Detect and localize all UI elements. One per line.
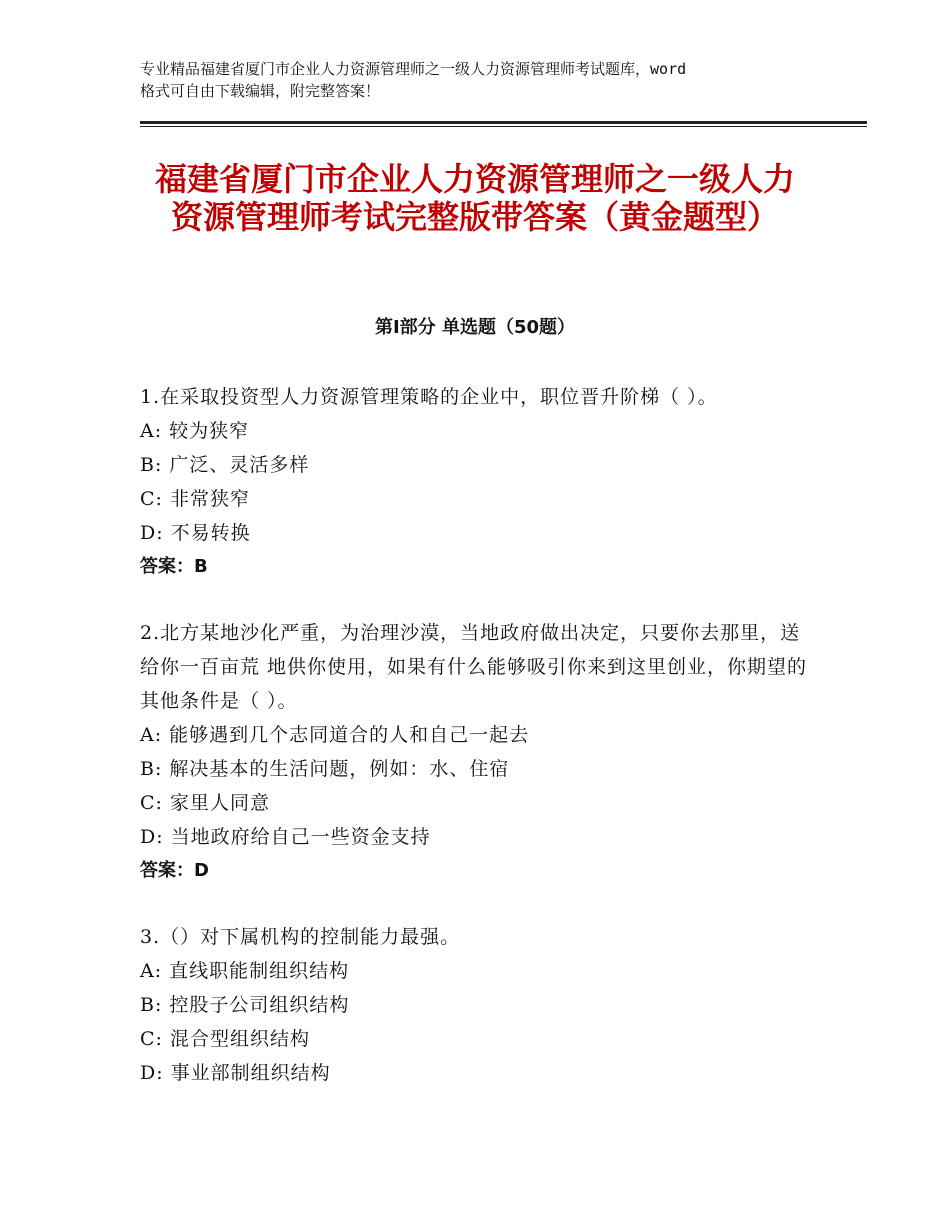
question-stem: 2.北方某地沙化严重，为治理沙漠，当地政府做出决定，只要你去那里，送给你一百亩荒 地供你使用，如果有什么能够吸引你来到这里创业，你期望的其他条件是（ ）。: [140, 622, 808, 712]
option-a: A: 较为狭窄: [140, 420, 250, 442]
option-a: A: 能够遇到几个志同道合的人和自己一起去: [140, 724, 530, 746]
option-d: D: 事业部制组织结构: [140, 1062, 331, 1084]
option-d: D: 不易转换: [140, 522, 251, 544]
section-title: 第Ⅰ部分 单选题（50题）: [374, 317, 575, 338]
answer-line: 答案：D: [140, 860, 209, 881]
option-b: B: 解决基本的生活问题，例如：水、住宿: [140, 758, 510, 780]
option-b: B: 广泛、灵活多样: [140, 454, 310, 476]
question-stem: 3.（）对下属机构的控制能力最强。: [140, 926, 461, 948]
answer-line: 答案：B: [140, 556, 208, 577]
question-stem: 1.在采取投资型人力资源管理策略的企业中，职位晋升阶梯（ ）。: [140, 386, 718, 408]
question-3: [140, 920, 810, 1090]
option-c: C: 家里人同意: [140, 792, 270, 814]
document-title: 福建省厦门市企业人力资源管理师之一级人力资源管理师考试完整版带答案（黄金题型）: [154, 160, 795, 236]
option-c: C: 混合型组织结构: [140, 1028, 310, 1050]
option-a: A: 直线职能制组织结构: [140, 960, 350, 982]
option-c: C: 非常狭窄: [140, 488, 250, 510]
header-note-line: 专业精品福建省厦门市企业人力资源管理师之一级人力资源管理师考试题库，word: [140, 60, 687, 78]
option-d: D: 当地政府给自己一些资金支持: [140, 826, 431, 848]
header-note-line: 格式可自由下载编辑，附完整答案！: [140, 82, 381, 100]
header-rule-thin: [140, 126, 867, 127]
question-1: [140, 380, 810, 584]
header-note: [140, 58, 830, 102]
question-2: [140, 616, 810, 888]
option-b: B: 控股子公司组织结构: [140, 994, 350, 1016]
question-list: [140, 380, 810, 1122]
header-rule-thick: [140, 121, 867, 124]
